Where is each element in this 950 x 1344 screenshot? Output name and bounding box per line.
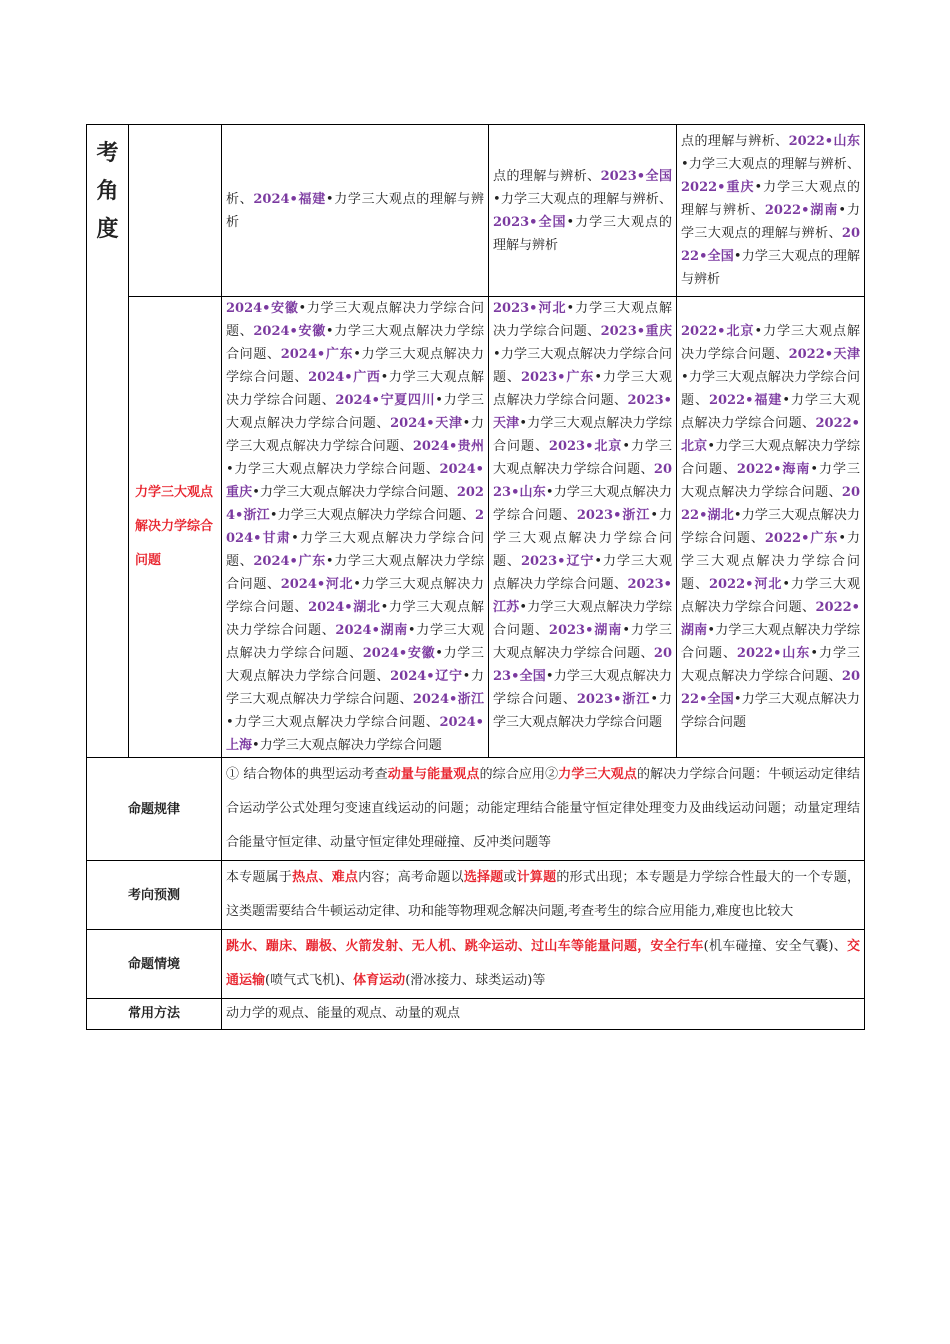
cell-2024-understanding: [222, 125, 489, 297]
year-province-tag: 2024•宁夏四川: [335, 393, 436, 408]
year-province-tag: 2022•海南: [736, 462, 811, 477]
highlight-text: 交通运输: [226, 939, 860, 988]
cell-2023-understanding: [489, 125, 677, 297]
cell-text: 点的理解与辨析、2022•山东•力学三大观点的理解与辨析、2022•重庆•力学三大观点的理解与辨析、2022•湖南•力学三大观点的理解与辨析、2022•全国•力学三大观点的理解与辨析: [681, 134, 860, 287]
year-province-tag: 2024•广西: [308, 370, 381, 385]
rules-label: 命题规律: [87, 758, 222, 861]
highlight-text: 选择题: [463, 870, 504, 885]
highlight-text: 计算题: [516, 870, 557, 885]
year-province-tag: 2022•全国: [681, 669, 860, 707]
year-province-tag: 2022•全国: [681, 226, 860, 264]
year-province-tag: 2022•北京: [681, 324, 755, 339]
exam-analysis-table: [86, 124, 865, 1030]
year-province-tag: 2022•河北: [708, 577, 783, 592]
cell-2022-comprehensive: [677, 297, 865, 758]
year-province-tag: 2024•上海: [226, 715, 484, 753]
scenarios-text: [226, 930, 860, 998]
year-province-tag: 2023•北京: [548, 439, 623, 454]
year-province-tag: 2024•湖南: [335, 623, 408, 638]
year-province-tag: 2024•河北: [280, 577, 354, 592]
year-province-tag: 2024•湖北: [308, 600, 381, 615]
cell-text: 点的理解与辨析、2023•全国•力学三大观点的理解与辨析、2023•全国•力学三大观点的理解与辨析: [493, 168, 672, 253]
forecast-text: [226, 861, 860, 929]
year-province-tag: 2023•浙江: [576, 692, 651, 707]
year-province-tag: 2022•山东: [788, 134, 860, 149]
topic-label: 力学三大观点解决力学综合问题: [129, 297, 222, 758]
plain-text: 本专题属于: [226, 870, 293, 885]
highlight-text: 体育运动: [353, 973, 406, 988]
cell-text: 2023•河北•力学三大观点解决力学综合问题、2023•重庆•力学三大观点解决力学综合问题、2023•广东•力学三大观点解决力学综合问题、2023•天津•力学三大观点解决力学综合问题、2023•北京•力学三大观点解决力学综合问题、2023•山东•力学三大观点解决力学综合问题、2023•浙江•力学三大观点解决力学综合问题、2023•辽宁•力学三大观点解决力学综合问题、2023•江苏•力学三大观点解决力学综合问题、2023•湖南•力学三大观点解决力学综合问题、2023•全国•力学三大观点解决力学综合问题、2023•浙江•力学三大观点解决力学综合问题: [493, 301, 672, 730]
plain-text: 的综合应用②: [479, 767, 559, 782]
year-province-tag: 2023•全国: [493, 646, 672, 684]
year-province-tag: 2022•福建: [708, 393, 783, 408]
plain-text: 或: [503, 870, 517, 885]
highlight-text: 力学三大观点: [558, 767, 638, 782]
side-label-char: 度: [96, 217, 119, 242]
cell-2022-understanding: [677, 125, 865, 297]
year-province-tag: 2024•甘肃: [226, 508, 484, 546]
year-province-tag: 2023•全国: [600, 168, 672, 184]
year-province-tag: 2023•山东: [493, 462, 672, 500]
empty-label-cell: [129, 125, 222, 297]
year-province-tag: 2022•北京: [681, 416, 860, 454]
side-label-char: 角: [96, 179, 119, 204]
highlight-text: 动量与能量观点: [387, 767, 480, 782]
cell-2024-comprehensive: [222, 297, 489, 758]
year-province-tag: 2023•江苏: [493, 577, 672, 615]
year-province-tag: 2022•湖北: [681, 485, 860, 523]
year-province-tag: 2024•贵州: [412, 439, 484, 454]
year-province-tag: 2022•广东: [764, 531, 839, 546]
year-province-tag: 2023•天津: [493, 393, 672, 431]
plain-text: 内容；高考命题以: [358, 870, 464, 885]
cell-text: 析、2024•福建•力学三大观点的理解与辨析: [226, 191, 484, 230]
year-province-tag: 2022•湖南: [681, 600, 860, 638]
year-province-tag: 2023•广东: [520, 370, 595, 385]
year-province-tag: 2024•浙江: [412, 692, 484, 707]
plain-text: (滑冰接力、球类运动)等: [405, 973, 546, 988]
year-province-tag: 2022•天津: [788, 347, 860, 362]
year-province-tag: 2022•山东: [736, 646, 811, 661]
year-province-tag: 2024•天津: [390, 416, 463, 431]
cell-2023-comprehensive: [489, 297, 677, 758]
highlight-text: 热点、难点: [292, 870, 359, 885]
year-province-tag: 2024•福建: [253, 191, 326, 207]
year-province-tag: 2024•安徽: [362, 646, 436, 661]
plain-text: 的解决力学综合问题：牛顿运动定律结合运动学公式处理匀变速直线运动的问题；动能定理结合能量守恒定律处理变力及曲线运动问题；动量定理结合能量守恒定律、动量守恒定律处理碰撞、反冲类问题等: [226, 767, 860, 850]
year-province-tag: 2024•重庆: [226, 462, 484, 500]
year-province-tag: 2024•广东: [253, 554, 326, 569]
year-province-tag: 2023•湖南: [548, 623, 623, 638]
side-label-cell: [87, 125, 129, 758]
plain-text: 的形式出现；本专题是力学综合性最大的一个专题，这类题需要结合牛顿运动定律、功和能等物理观念解决问题,考查考生的综合应用能力,难度也比较大: [226, 870, 860, 919]
forecast-content: [222, 861, 865, 930]
scenarios-label: 命题情境: [87, 930, 222, 999]
rules-text: [226, 758, 860, 860]
year-province-tag: 2023•浙江: [576, 508, 651, 523]
year-province-tag: 2022•湖南: [764, 203, 839, 218]
year-province-tag: 2022•重庆: [681, 180, 755, 195]
methods-label: 常用方法: [87, 999, 222, 1030]
cell-text: 2022•北京•力学三大观点解决力学综合问题、2022•天津•力学三大观点解决力学综合问题、2022•福建•力学三大观点解决力学综合问题、2022•北京•力学三大观点解决力学综合问题、2022•海南•力学三大观点解决力学综合问题、2022•湖北•力学三大观点解决力学综合问题、2022•广东•力学三大观点解决力学综合问题、2022•河北•力学三大观点解决力学综合问题、2022•湖南•力学三大观点解决力学综合问题、2022•山东•力学三大观点解决力学综合问题、2022•全国•力学三大观点解决力学综合问题: [681, 324, 860, 730]
year-province-tag: 2023•重庆: [600, 324, 672, 339]
year-province-tag: 2024•浙江: [226, 485, 484, 523]
forecast-label: 考向预测: [87, 861, 222, 930]
scenarios-content: [222, 930, 865, 999]
year-province-tag: 2024•安徽: [253, 324, 326, 339]
plain-text: (喷气式飞机)、: [265, 973, 354, 988]
year-province-tag: 2024•安徽: [226, 301, 299, 316]
side-label-char: 考: [96, 141, 119, 166]
year-province-tag: 2023•辽宁: [520, 554, 595, 569]
year-province-tag: 2024•广东: [280, 347, 354, 362]
plain-text: (机车碰撞、安全气囊)、: [703, 939, 847, 954]
year-province-tag: 2024•辽宁: [390, 669, 463, 684]
rules-content: [222, 758, 865, 861]
plain-text: ① 结合物体的典型运动考查: [226, 767, 388, 782]
year-province-tag: 2023•河北: [493, 301, 567, 316]
highlight-text: 跳水、蹦床、蹦极、火箭发射、无人机、跳伞运动、过山车等能量问题，安全行车: [226, 939, 704, 954]
methods-content: 动力学的观点、能量的观点、动量的观点: [222, 999, 865, 1030]
year-province-tag: 2023•全国: [493, 214, 567, 230]
cell-text: 2024•安徽•力学三大观点解决力学综合问题、2024•安徽•力学三大观点解决力学综合问题、2024•广东•力学三大观点解决力学综合问题、2024•广西•力学三大观点解决力学综合问题、2024•宁夏四川•力学三大观点解决力学综合问题、2024•天津•力学三大观点解决力学综合问题、2024•贵州•力学三大观点解决力学综合问题、2024•重庆•力学三大观点解决力学综合问题、2024•浙江•力学三大观点解决力学综合问题、2024•甘肃•力学三大观点解决力学综合问题、2024•广东•力学三大观点解决力学综合问题、2024•河北•力学三大观点解决力学综合问题、2024•湖北•力学三大观点解决力学综合问题、2024•湖南•力学三大观点解决力学综合问题、2024•安徽•力学三大观点解决力学综合问题、2024•辽宁•力学三大观点解决力学综合问题、2024•浙江•力学三大观点解决力学综合问题、2024•上海•力学三大观点解决力学综合问题: [226, 301, 484, 753]
